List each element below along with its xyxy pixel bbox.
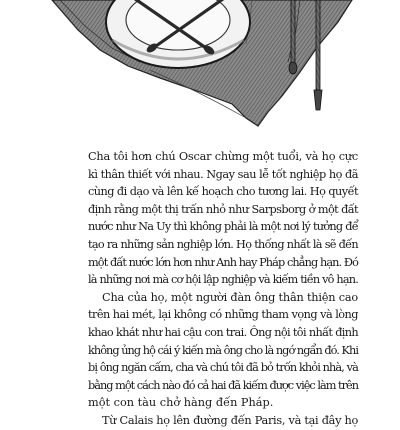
paragraph-2-line-7: một con tàu chở hàng đến Pháp. bbox=[88, 396, 274, 410]
paragraph-1-line-3: cùng đi dạo và lên kế hoạch cho tương lai. Họ quyết bbox=[88, 185, 358, 199]
paragraph-2-line-6: bằng một cách nào đó cả hai đã kiếm được việc làm trên bbox=[88, 378, 358, 392]
paragraph-1-line-1: Cha tôi hơn chú Oscar chừng một tuổi, và họ cực bbox=[88, 150, 358, 163]
paragraph-1-line-8: là những nơi mà cơ hội lập nghiệp và kiếm tiền vô hạn. bbox=[88, 273, 358, 287]
paragraph-1-line-2: kì thân thiết với nhau. Ngay sau lễ tốt nghiệp họ đã bbox=[88, 167, 358, 181]
story-text bbox=[88, 148, 358, 430]
paragraph-2-line-2: trên hai mét, lại không có những tham vọng và lòng bbox=[88, 308, 358, 322]
paragraph-2-line-5: bị ông ngăn cấm, cha và chú tôi đã bỏ trốn khỏi nhà, và bbox=[88, 361, 358, 375]
paragraph-2-line-3: khao khát như hai cậu con trai. Ông nội tôi nhất định bbox=[88, 325, 358, 339]
paragraph-1-line-7: một đất nước lớn hơn như Anh hay Pháp chẳng hạn. Đó bbox=[88, 255, 358, 269]
paragraph-2-line-1: Cha của họ, một người đàn ông thân thiện cao bbox=[102, 290, 359, 304]
paragraph-2-line-4: không ủng hộ cái ý kiến mà ông cho là ngớ ngẩn đó. Khi bbox=[88, 343, 358, 357]
paragraph-1-line-5: nước như Na Uy thì không phải là một nơi lý tưởng để bbox=[88, 220, 358, 234]
paragraph-1-line-6: tạo ra những sản nghiệp lớn. Họ thống nhất là sẽ đến bbox=[88, 237, 358, 251]
table-setting-illustration bbox=[0, 0, 400, 150]
paragraph-3-line-1: Từ Calais họ lên đường đến Paris, và tại đây họ bbox=[102, 413, 358, 427]
paragraph-1-line-4: định rằng một thị trấn nhỏ như Sarpsborg ở một đất bbox=[88, 202, 358, 216]
